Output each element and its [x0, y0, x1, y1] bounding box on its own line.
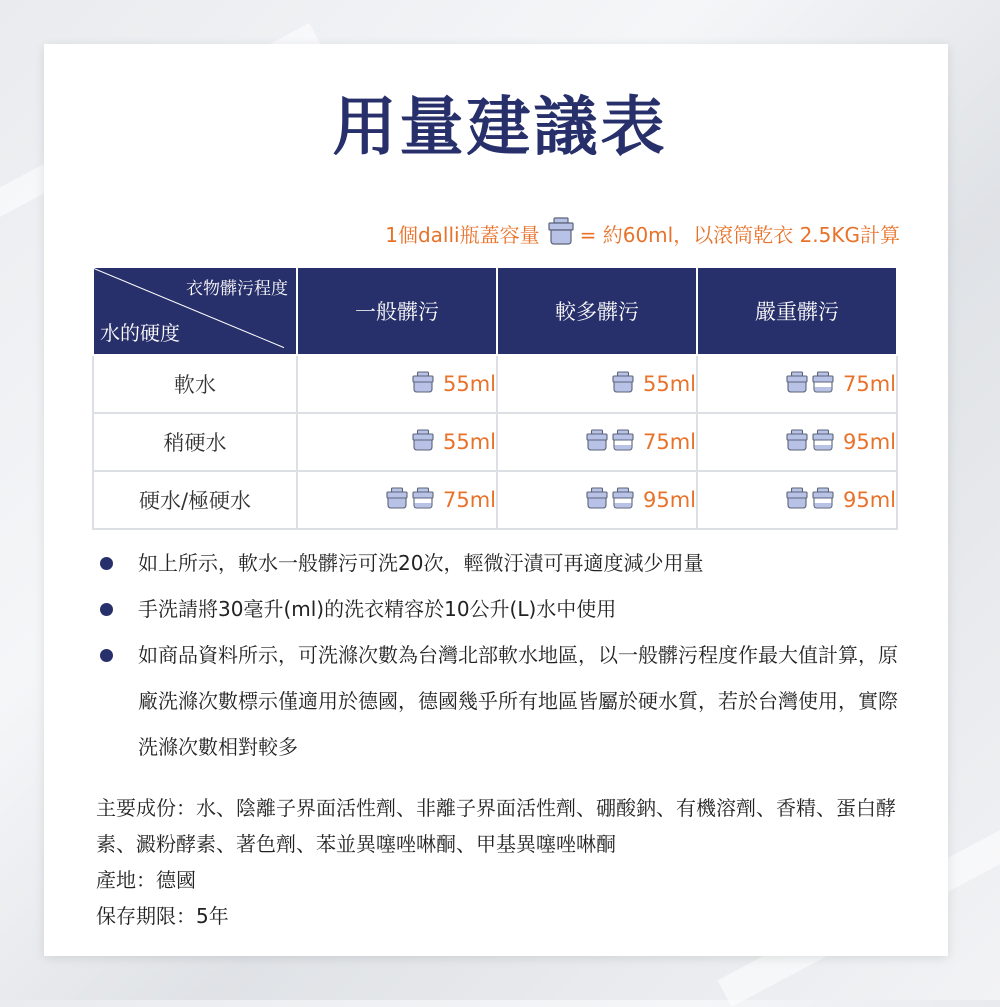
dose-cell: [297, 413, 497, 471]
bottle-cap-icon: [785, 428, 809, 457]
bottle-cap-icon: [411, 428, 435, 457]
bottle-cap-icon: [785, 486, 809, 515]
bottle-cap-icon: [611, 370, 635, 399]
cap-icons: [585, 486, 637, 515]
bottle-cap-icon: [585, 486, 609, 515]
bottle-cap-icon: [411, 370, 435, 399]
note-text: 如商品資料所示，可洗滌次數為台灣北部軟水地區，以一般髒污程度作最大值計算，原廠洗滌次數標示僅適用於德國，德國幾乎所有地區皆屬於硬水質，若於台灣使用，實際洗滌次數相對較多: [138, 643, 898, 759]
bottle-cap-icon: [811, 370, 835, 399]
cap-icons: [411, 428, 437, 457]
dose-cell: [697, 413, 897, 471]
column-header: 一般髒污: [297, 267, 497, 355]
dose-value: 95ml: [842, 430, 896, 454]
bottle-cap-icon: [811, 428, 835, 457]
cap-icons: [785, 486, 837, 515]
cap-icons: [411, 370, 437, 399]
corner-label-hardness: 水的硬度: [100, 321, 180, 345]
table-header-row: [93, 267, 897, 355]
list-item: [100, 586, 912, 632]
list-item: [100, 632, 912, 770]
table-row: [93, 413, 897, 471]
bullet-icon: [100, 649, 113, 662]
dosage-table: [92, 266, 898, 530]
cap-icons: [785, 428, 837, 457]
bottle-cap-icon: [811, 486, 835, 515]
dose-value: 75ml: [842, 372, 896, 396]
bottle-cap-icon: [611, 428, 635, 457]
list-item: [100, 540, 912, 586]
page-title: 用量建議表: [332, 91, 668, 165]
bottle-cap-icon: [785, 370, 809, 399]
bullet-icon: [100, 557, 113, 570]
dose-value: 95ml: [642, 488, 696, 512]
bottle-cap-icon: [411, 486, 435, 515]
cap-icons: [785, 370, 837, 399]
capacity-note-suffix: = 約60ml，以滾筒乾衣 2.5KG計算: [579, 222, 900, 247]
dose-cell: [497, 355, 697, 413]
cap-icons: [585, 428, 637, 457]
table-row: [93, 471, 897, 529]
dose-value: 75ml: [442, 488, 496, 512]
dose-cell: [297, 471, 497, 529]
table-corner-cell: [93, 267, 297, 355]
row-header: 軟水: [93, 355, 297, 413]
dose-value: 75ml: [642, 430, 696, 454]
column-header: 較多髒污: [497, 267, 697, 355]
dose-cell: [497, 413, 697, 471]
cap-icons: [611, 370, 637, 399]
dose-value: 55ml: [442, 372, 496, 396]
table-row: [93, 355, 897, 413]
bottle-cap-icon: [585, 428, 609, 457]
bullet-icon: [100, 603, 113, 616]
dose-cell: [697, 355, 897, 413]
row-header: 硬水/極硬水: [93, 471, 297, 529]
row-header: 稍硬水: [93, 413, 297, 471]
dose-cell: [297, 355, 497, 413]
bottle-cap-icon: [385, 486, 409, 515]
dose-cell: [497, 471, 697, 529]
usage-notes: [100, 540, 912, 770]
corner-label-soil: 衣物髒污程度: [186, 279, 288, 299]
dose-cell: [697, 471, 897, 529]
dose-value: 55ml: [642, 372, 696, 396]
ingredients-text: 主要成份：水、陰離子界面活性劑、非離子界面活性劑、硼酸鈉、有機溶劑、香精、蛋白酵素、澱粉酵素、著色劑、苯並異噻唑啉酮、甲基異噻唑啉酮: [96, 796, 896, 856]
column-header: 嚴重髒污: [697, 267, 897, 355]
dose-value: 95ml: [842, 488, 896, 512]
product-info: [96, 790, 908, 934]
bottle-cap-icon: [546, 216, 576, 251]
capacity-note: [385, 218, 900, 248]
cap-icons: [385, 486, 437, 515]
note-text: 如上所示，軟水一般髒污可洗20次，輕微汙漬可再適度減少用量: [138, 551, 704, 575]
bottle-cap-icon: [611, 486, 635, 515]
capacity-note-prefix: 1個dalli瓶蓋容量: [385, 222, 540, 247]
note-text: 手洗請將30毫升(ml)的洗衣精容於10公升(L)水中使用: [138, 597, 617, 621]
dose-value: 55ml: [442, 430, 496, 454]
origin-text: 產地：德國: [96, 868, 196, 892]
shelf-life-text: 保存期限：5年: [96, 904, 229, 928]
